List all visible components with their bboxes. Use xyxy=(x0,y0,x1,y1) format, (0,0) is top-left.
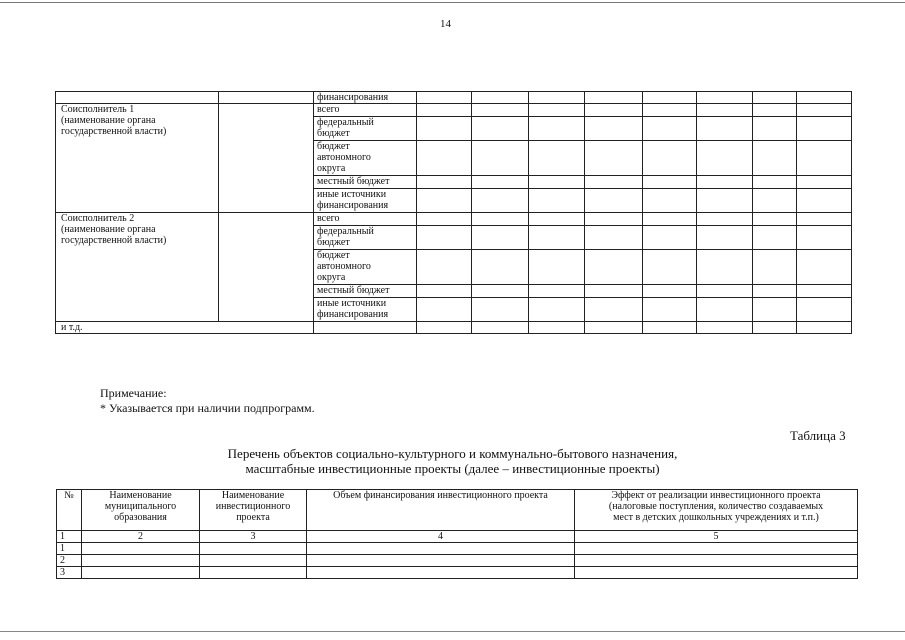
source-line: бюджет xyxy=(317,250,350,261)
empty-cell xyxy=(753,104,797,117)
source-line: бюджет xyxy=(317,237,350,248)
source-cell xyxy=(314,285,417,298)
source-line: бюджет xyxy=(317,128,350,139)
empty-cell xyxy=(753,92,797,104)
column-number-cell: 1 xyxy=(57,531,82,543)
table-row xyxy=(56,104,852,117)
empty-cell xyxy=(797,250,852,285)
empty-cell xyxy=(417,298,472,322)
header-line: Наименование xyxy=(109,490,172,501)
empty-cell xyxy=(753,285,797,298)
executor-label-line: Соисполнитель 2 xyxy=(61,213,135,224)
empty-cell xyxy=(797,141,852,176)
header-line: Наименование xyxy=(221,490,285,501)
header-line: проекта xyxy=(236,512,270,523)
empty-cell xyxy=(529,213,585,226)
etc-cell: и т.д. xyxy=(56,322,314,334)
table3-label: Таблица 3 xyxy=(790,428,846,443)
column-number-cell: 2 xyxy=(82,531,200,543)
header-cell xyxy=(575,490,858,531)
source-line: автономного xyxy=(317,152,371,163)
column-numbers-row xyxy=(57,531,858,543)
empty-cell xyxy=(307,555,575,567)
empty-cell xyxy=(529,141,585,176)
empty-cell xyxy=(529,104,585,117)
header-line: муниципального xyxy=(104,501,177,512)
empty-cell xyxy=(529,92,585,104)
header-line: мест в детских дошкольных учреждениях и т.п.) xyxy=(613,512,819,523)
header-cell xyxy=(82,490,200,531)
source-cell xyxy=(314,104,417,117)
source-line: всего xyxy=(317,104,340,115)
header-line: Объем финансирования инвестиционного проекта xyxy=(333,490,548,501)
source-line: округа xyxy=(317,163,346,174)
executor-label xyxy=(56,213,219,322)
empty-cell xyxy=(472,176,529,189)
source-cell xyxy=(314,226,417,250)
note xyxy=(100,386,315,416)
empty-cell xyxy=(585,285,643,298)
empty-cell xyxy=(643,189,697,213)
table3-title xyxy=(0,446,905,476)
empty-cell xyxy=(529,189,585,213)
table3-header-row xyxy=(57,490,858,531)
empty-cell xyxy=(417,322,472,334)
executor-label xyxy=(56,104,219,213)
source-cell xyxy=(314,250,417,285)
source-line: автономного xyxy=(317,261,371,272)
empty-cell xyxy=(797,92,852,104)
empty-cell xyxy=(529,322,585,334)
empty-cell xyxy=(697,298,753,322)
empty-cell xyxy=(585,141,643,176)
table-row xyxy=(57,543,858,555)
empty-cell xyxy=(417,92,472,104)
empty-cell xyxy=(697,104,753,117)
empty-cell xyxy=(82,567,200,579)
source-line: округа xyxy=(317,272,346,283)
header-line: инвестиционного xyxy=(215,501,291,512)
source-cell xyxy=(314,298,417,322)
empty-cell xyxy=(575,567,858,579)
empty-cell xyxy=(643,213,697,226)
empty-cell xyxy=(797,117,852,141)
empty-cell xyxy=(529,250,585,285)
table-row xyxy=(56,322,852,334)
empty-cell xyxy=(472,104,529,117)
source-cell xyxy=(314,176,417,189)
empty-cell xyxy=(697,92,753,104)
empty-cell xyxy=(307,543,575,555)
empty-cell xyxy=(753,298,797,322)
row-number-cell: 1 xyxy=(57,543,82,555)
empty-cell xyxy=(200,555,307,567)
empty-cell xyxy=(585,104,643,117)
source-line: федеральный xyxy=(317,117,374,128)
empty-cell xyxy=(472,141,529,176)
table3-title-line1: Перечень объектов социально-культурного и коммунально-бытового назначения, xyxy=(227,446,678,461)
column-number-cell: 4 xyxy=(307,531,575,543)
source-line: всего xyxy=(317,213,340,224)
source-line: местный бюджет xyxy=(317,176,390,187)
empty-cell xyxy=(472,117,529,141)
empty-cell xyxy=(219,104,314,213)
header-line: Эффект от реализации инвестиционного проекта xyxy=(611,490,821,501)
empty-cell xyxy=(472,322,529,334)
empty-cell xyxy=(307,567,575,579)
empty-cell xyxy=(575,543,858,555)
empty-cell xyxy=(585,298,643,322)
empty-cell xyxy=(417,189,472,213)
empty-cell xyxy=(697,176,753,189)
row-number-cell: 3 xyxy=(57,567,82,579)
empty-cell xyxy=(529,226,585,250)
empty-cell xyxy=(585,322,643,334)
empty-cell xyxy=(585,92,643,104)
empty-cell xyxy=(529,117,585,141)
empty-cell xyxy=(82,543,200,555)
empty-cell xyxy=(643,92,697,104)
empty-cell xyxy=(697,226,753,250)
empty-cell xyxy=(753,117,797,141)
source-cell: финансирования xyxy=(314,92,417,104)
empty-cell xyxy=(200,543,307,555)
empty-cell xyxy=(643,250,697,285)
empty-cell xyxy=(797,226,852,250)
empty-cell xyxy=(753,213,797,226)
empty-cell xyxy=(529,285,585,298)
table-row xyxy=(57,567,858,579)
investment-projects-table xyxy=(56,489,858,579)
note-title: Примечание: xyxy=(100,386,167,400)
executor-label-line: (наименование органа xyxy=(61,115,156,126)
funding-table xyxy=(55,91,852,334)
header-line: (налоговые поступления, количество создаваемых xyxy=(608,501,824,512)
source-line: финансирования xyxy=(317,200,389,211)
empty-cell xyxy=(643,298,697,322)
empty-cell xyxy=(472,213,529,226)
empty-cell xyxy=(697,322,753,334)
empty-cell xyxy=(585,250,643,285)
executor-label-line: Соисполнитель 1 xyxy=(61,104,135,115)
empty-cell xyxy=(472,226,529,250)
empty-cell xyxy=(643,226,697,250)
empty-cell xyxy=(753,189,797,213)
empty-cell xyxy=(585,176,643,189)
executor-label-line: государственной власти) xyxy=(61,235,167,246)
empty-cell xyxy=(585,226,643,250)
executor-label-line: государственной власти) xyxy=(61,126,167,137)
empty-cell xyxy=(753,176,797,189)
column-number-cell: 3 xyxy=(200,531,307,543)
scan-edge-bottom xyxy=(0,631,905,632)
empty-cell xyxy=(82,555,200,567)
executor-label-line: (наименование органа xyxy=(61,224,156,235)
empty-cell xyxy=(219,213,314,322)
source-line: федеральный xyxy=(317,226,374,237)
empty-cell xyxy=(697,189,753,213)
header-line: образования xyxy=(114,512,167,523)
empty-cell xyxy=(797,189,852,213)
source-cell xyxy=(314,117,417,141)
empty-cell xyxy=(585,213,643,226)
empty-cell xyxy=(797,104,852,117)
empty-cell xyxy=(643,141,697,176)
empty-cell xyxy=(697,250,753,285)
empty-cell xyxy=(753,141,797,176)
empty-cell xyxy=(472,298,529,322)
empty-cell xyxy=(200,567,307,579)
empty-cell xyxy=(643,285,697,298)
empty-cell xyxy=(417,226,472,250)
table-row xyxy=(57,555,858,567)
scan-edge-top xyxy=(0,2,905,3)
header-cell xyxy=(200,490,307,531)
source-line: иные источники xyxy=(317,298,387,309)
empty-cell xyxy=(697,213,753,226)
table-row xyxy=(56,213,852,226)
empty-cell xyxy=(643,104,697,117)
empty-cell xyxy=(219,92,314,104)
source-cell xyxy=(314,213,417,226)
source-cell xyxy=(314,189,417,213)
source-line: иные источники xyxy=(317,189,387,200)
empty-cell xyxy=(472,250,529,285)
empty-cell xyxy=(643,322,697,334)
empty-cell xyxy=(472,92,529,104)
row-number-cell: 2 xyxy=(57,555,82,567)
column-number-cell: 5 xyxy=(575,531,858,543)
source-line: местный бюджет xyxy=(317,285,390,296)
funding-table-body xyxy=(56,92,852,334)
empty-cell xyxy=(417,285,472,298)
source-cell xyxy=(314,141,417,176)
header-cell xyxy=(307,490,575,531)
empty-cell xyxy=(417,213,472,226)
empty-cell xyxy=(314,322,417,334)
empty-cell xyxy=(585,117,643,141)
empty-cell xyxy=(797,322,852,334)
empty-cell xyxy=(575,555,858,567)
empty-cell xyxy=(472,189,529,213)
header-cell xyxy=(57,490,82,531)
header-line: № xyxy=(64,490,74,501)
empty-cell xyxy=(753,226,797,250)
page-number: 14 xyxy=(440,18,451,30)
note-text: * Указывается при наличии подпрограмм. xyxy=(100,401,315,415)
empty-cell xyxy=(797,213,852,226)
empty-cell xyxy=(697,141,753,176)
empty-cell xyxy=(417,141,472,176)
empty-cell xyxy=(56,92,219,104)
empty-cell xyxy=(417,250,472,285)
empty-cell xyxy=(697,285,753,298)
empty-cell xyxy=(643,117,697,141)
empty-cell xyxy=(797,176,852,189)
empty-cell xyxy=(797,285,852,298)
table-row xyxy=(56,92,852,104)
empty-cell xyxy=(472,285,529,298)
empty-cell xyxy=(585,189,643,213)
source-line: бюджет xyxy=(317,141,350,152)
empty-cell xyxy=(529,176,585,189)
empty-cell xyxy=(797,298,852,322)
empty-cell xyxy=(417,117,472,141)
empty-cell xyxy=(417,176,472,189)
empty-cell xyxy=(753,250,797,285)
empty-cell xyxy=(417,104,472,117)
table3-title-line2: масштабные инвестиционные проекты (далее – инвестиционные проекты) xyxy=(245,461,660,476)
source-line: финансирования xyxy=(317,309,389,320)
empty-cell xyxy=(697,117,753,141)
table3-body xyxy=(57,531,858,579)
empty-cell xyxy=(643,176,697,189)
empty-cell xyxy=(753,322,797,334)
empty-cell xyxy=(529,298,585,322)
